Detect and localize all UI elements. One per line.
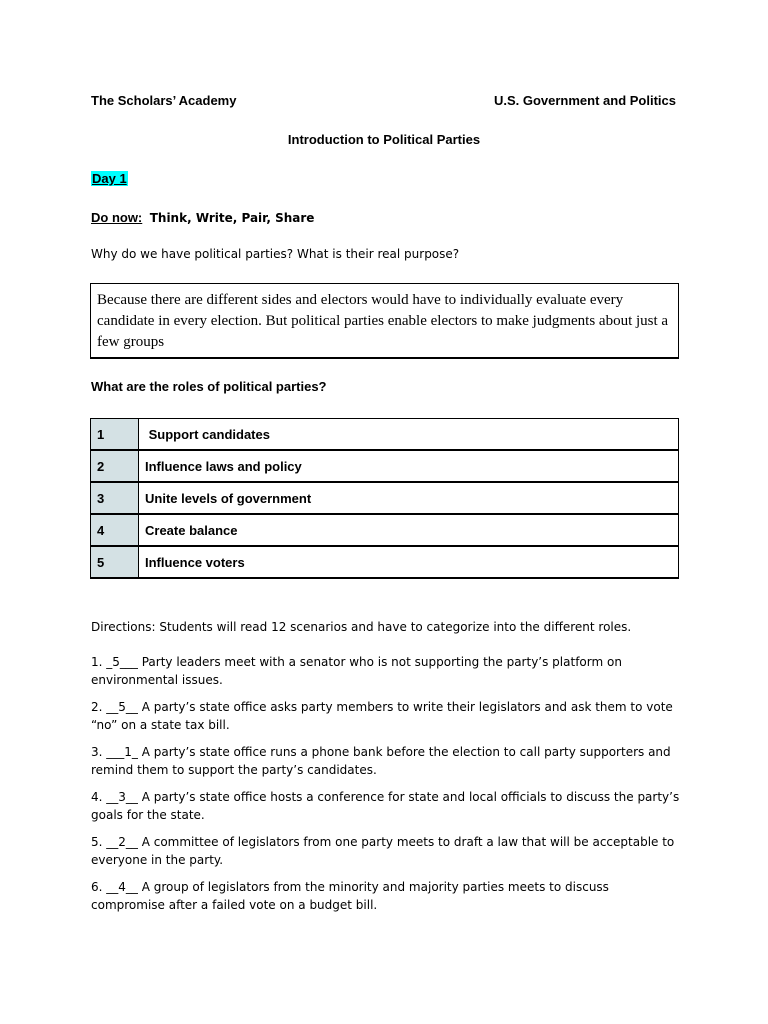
list-item: 2. __5__ A party’s state office asks party members to write their legislators and ask them to vote “no” on a state tax bill.: [91, 700, 673, 732]
list-item: 1. _5___ Party leaders meet with a senator who is not supporting the party’s platform on environmental issues.: [91, 655, 622, 687]
role-number: 4: [91, 514, 139, 546]
purpose-question: Why do we have political parties? What is their real purpose?: [91, 247, 460, 261]
list-item: 6. __4__ A group of legislators from the minority and majority parties meets to discuss compromise after a failed vote on a budget bill.: [91, 880, 609, 912]
day-label: Day 1: [92, 171, 127, 186]
role-text: Influence laws and policy: [139, 450, 679, 482]
role-number: 3: [91, 482, 139, 514]
table-row: [91, 419, 679, 451]
do-now-label: Do now:: [91, 210, 143, 225]
role-number: 2: [91, 450, 139, 482]
table-row: [91, 482, 679, 514]
role-text: Support candidates: [139, 419, 679, 451]
roles-question: What are the roles of political parties?: [91, 379, 327, 394]
roles-table: [90, 418, 679, 579]
answer-box: Because there are different sides and electors would have to individually evaluate every candidate in every election. But political parties enable electors to make judgments about just a few groups: [90, 283, 679, 359]
table-row: [91, 514, 679, 546]
table-row: [91, 546, 679, 578]
role-number: 5: [91, 546, 139, 578]
list-item: 4. __3__ A party’s state office hosts a conference for state and local officials to discuss the party’s goals for the state.: [91, 790, 680, 822]
list-item: 3. ___1_ A party’s state office runs a phone bank before the election to call party supporters and remind them to support the party’s candidates.: [91, 745, 671, 777]
list-item: 5. __2__ A committee of legislators from one party meets to draft a law that will be acceptable to everyone in the party.: [91, 835, 675, 867]
role-text: Unite levels of government: [139, 482, 679, 514]
table-row: [91, 450, 679, 482]
page-title: Introduction to Political Parties: [287, 132, 481, 147]
scenario-list: [91, 653, 681, 923]
directions: Directions: Students will read 12 scenarios and have to categorize into the different roles.: [91, 620, 632, 634]
do-now-text: Think, Write, Pair, Share: [149, 211, 315, 225]
role-number: 1: [91, 419, 139, 451]
school-name: The Scholars’ Academy: [91, 93, 237, 108]
role-text: Influence voters: [139, 546, 679, 578]
role-text: Create balance: [139, 514, 679, 546]
course-name: U.S. Government and Politics: [493, 93, 676, 108]
do-now: [91, 209, 314, 227]
